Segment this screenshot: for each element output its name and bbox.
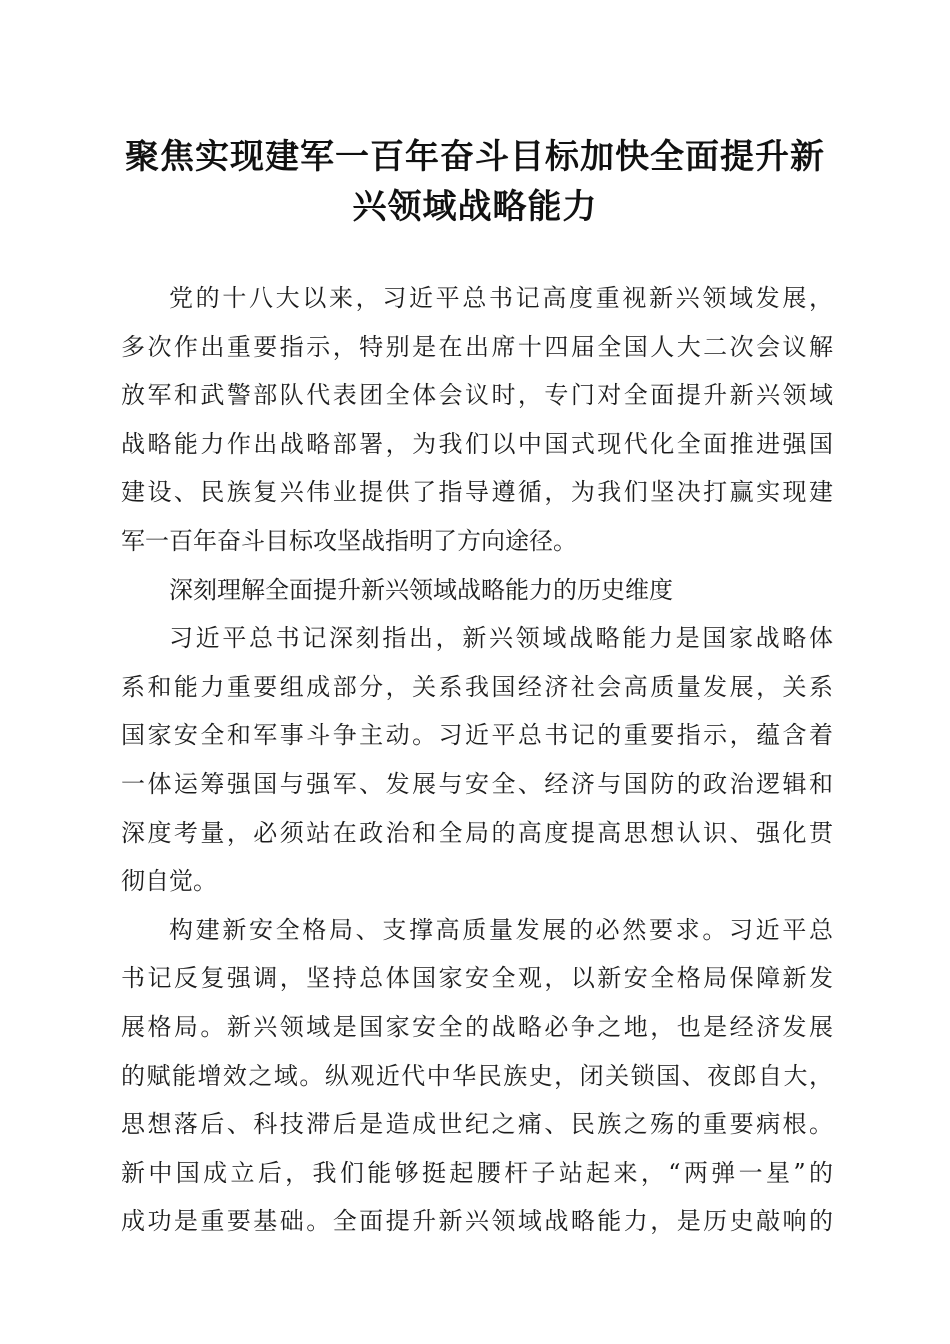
text-line: 的赋能增效之域。纵观近代中华民族史，闭关锁国、夜郎自大， <box>121 1061 833 1090</box>
text-line: 多次作出重要指示，特别是在出席十四届全国人大二次会议解 <box>121 332 833 361</box>
paragraph-intro <box>121 274 833 566</box>
text-line: 思想落后、科技滞后是造成世纪之痛、民族之殇的重要病根。 <box>121 1110 833 1139</box>
text-line: 构建新安全格局、支撑高质量发展的必然要求。习近平总 <box>169 915 833 944</box>
text-line: 放军和武警部队代表团全体会议时，专门对全面提升新兴领域 <box>121 381 833 410</box>
title-line-2: 兴领域战略能力 <box>352 187 598 227</box>
text-line: 深度考量，必须站在政治和全局的高度提高思想认识、强化贯 <box>121 818 833 847</box>
text-line: 建设、民族复兴伟业提供了指导遵循，为我们坚决打赢实现建 <box>121 478 833 507</box>
document-title <box>100 132 850 232</box>
text-line: 党的十八大以来，习近平总书记高度重视新兴领域发展， <box>169 284 833 312</box>
title-line-1: 聚焦实现建军一百年奋斗目标加快全面提升新 <box>125 137 825 177</box>
document-body <box>121 274 833 1246</box>
text-line: 彻自觉。 <box>121 867 217 896</box>
section-heading <box>121 566 833 615</box>
text-line: 系和能力重要组成部分，关系我国经济社会高质量发展，关系 <box>121 672 833 701</box>
section-heading-text: 深刻理解全面提升新兴领域战略能力的历史维度 <box>169 575 673 604</box>
text-line: 战略能力作出战略部署，为我们以中国式现代化全面推进强国 <box>121 429 833 458</box>
text-line: 新中国成立后，我们能够挺起腰杆子站起来，“两弹一星”的 <box>121 1158 833 1187</box>
text-line: 国家安全和军事斗争主动。习近平总书记的重要指示，蕴含着 <box>121 721 833 750</box>
text-line: 书记反复强调，坚持总体国家安全观，以新安全格局保障新发 <box>121 964 833 993</box>
text-line: 习近平总书记深刻指出，新兴领域战略能力是国家战略体 <box>169 624 833 653</box>
paragraph-security <box>121 906 833 1246</box>
text-line: 军一百年奋斗目标攻坚战指明了方向途径。 <box>121 526 577 555</box>
text-line: 展格局。新兴领域是国家安全的战略必争之地，也是经济发展 <box>121 1012 833 1041</box>
text-line: 一体运筹强国与强军、发展与安全、经济与国防的政治逻辑和 <box>121 769 833 798</box>
paragraph-significance <box>121 614 833 906</box>
text-line: 成功是重要基础。全面提升新兴领域战略能力，是历史敲响的 <box>121 1207 833 1236</box>
